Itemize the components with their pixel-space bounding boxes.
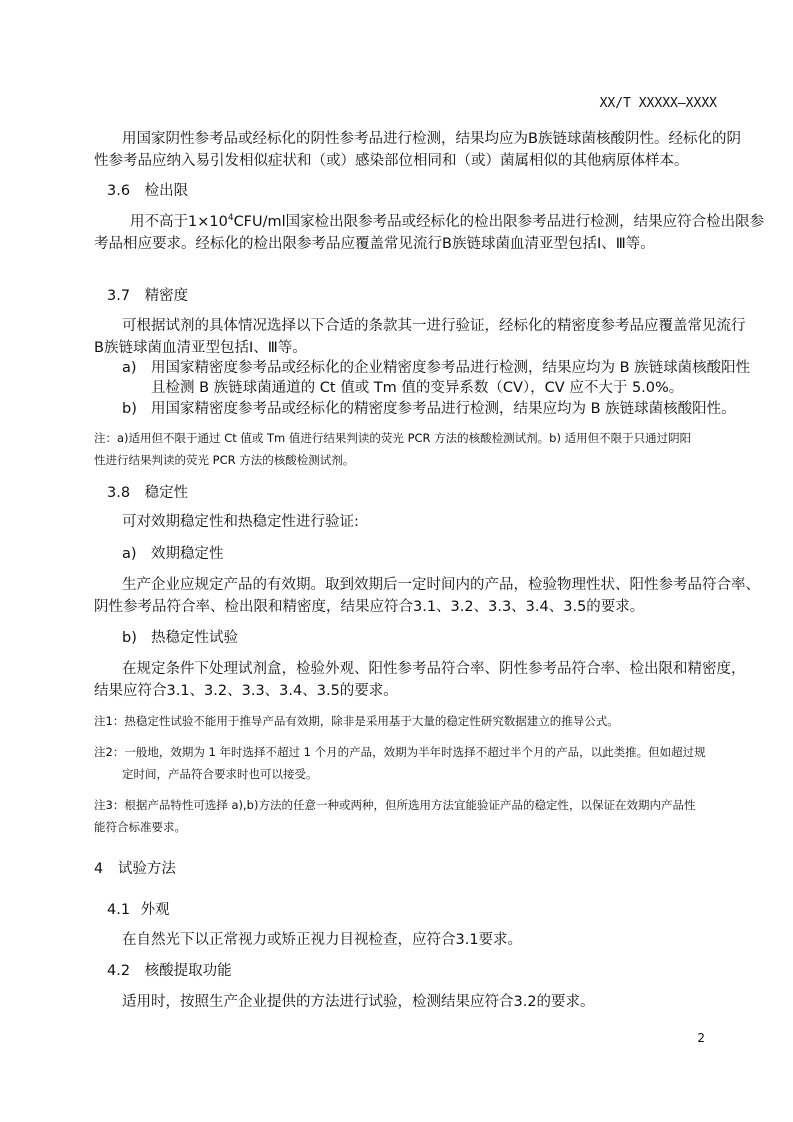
section-title: 精密度 <box>144 288 189 304</box>
paragraph-line: 生产企业应规定产品的有效期。取到效期后一定时间内的产品，检验物理性状、阳性参考品符合率、 <box>122 577 760 593</box>
section-heading-3-8 <box>107 482 188 504</box>
note-line: 注：a)适用但不限于通过 Ct 值或 Tm 值进行结果判读的荧光 PCR 方法的核酸检测试剂。b) 适用但不限于只通过阴阳 <box>94 431 692 445</box>
chapter-heading-4 <box>94 858 176 880</box>
section-number: 3.6 <box>107 183 131 199</box>
list-item-text: 且检测 B 族链球菌通道的 Ct 值或 Tm 值的变异系数（CV），CV 应不大于 5.0%。 <box>151 380 684 396</box>
paragraph-line: 在自然光下以正常视力或矫正视力目视检查，应符合3.1要求。 <box>122 932 523 948</box>
section-heading-4-1 <box>107 899 170 921</box>
document-code: XX/T XXXXX—XXXX <box>599 96 717 111</box>
list-label: a) <box>122 360 137 376</box>
section-number: 3.8 <box>107 485 131 501</box>
section-number: 3.7 <box>107 288 131 304</box>
superscript: 4 <box>227 213 234 224</box>
paragraph-line: 可对效期稳定性和热稳定性进行验证: <box>122 514 359 530</box>
paragraph-line: 可根据试剂的具体情况选择以下合适的条款其一进行验证，经标化的精密度参考品应覆盖常见流行 <box>122 318 746 334</box>
paragraph-line: 考品相应要求。经标化的检出限参考品应覆盖常见流行B族链球菌血清亚型包括Ⅰ、Ⅲ等。 <box>94 236 655 252</box>
text-run: 用不高于1×10 <box>130 214 228 230</box>
note-line: 注2：一般地，效期为 1 年时选择不超过 1 个月的产品，效期为半年时选择不超过半个月的产品，以此类推。但如超过规 <box>94 745 706 759</box>
section-title: 稳定性 <box>144 485 189 501</box>
section-title: 检出限 <box>144 183 189 199</box>
section-title: 试验方法 <box>117 861 176 877</box>
list-label: b) <box>122 401 137 417</box>
section-title: 外观 <box>140 902 170 918</box>
paragraph-line <box>130 211 764 233</box>
list-label: a) <box>122 546 137 562</box>
list-label: b) <box>122 630 137 646</box>
list-item-text: 用国家精密度参考品或经标化的企业精密度参考品进行检测，结果应均为 B 族链球菌核酸阳性 <box>151 360 751 376</box>
note-line: 注3：根据产品特性可选择 a),b)方法的任意一种或两种，但所选用方法宜能验证产品的稳定性，以保证在效期内产品性 <box>94 798 696 812</box>
note-line: 性进行结果判读的荧光 PCR 方法的核酸检测试剂。 <box>94 453 355 467</box>
text-run: CFU/ml国家检出限参考品或经标化的检出限参考品进行检测，结果应符合检出限参 <box>233 214 765 230</box>
note-line: 注1：热稳定性试验不能用于推导产品有效期，除非是采用基于大量的稳定性研究数据建立的推导公式。 <box>94 714 619 728</box>
section-heading-4-2 <box>107 960 232 982</box>
section-number: 4.1 <box>107 902 131 918</box>
section-heading-3-7 <box>107 285 188 307</box>
section-title: 核酸提取功能 <box>144 963 232 979</box>
page-number: 2 <box>697 1031 705 1045</box>
section-heading-3-6 <box>107 180 188 202</box>
paragraph-line: 用国家阴性参考品或经标化的阴性参考品进行检测，结果均应为B族链球菌核酸阴性。经标化的阴 <box>122 131 741 147</box>
note-line: 能符合标准要求。 <box>94 820 186 834</box>
note-line: 定时间，产品符合要求时也可以接受。 <box>122 767 318 781</box>
list-item-text: 用国家精密度参考品或经标化的精密度参考品进行检测，结果应均为 B 族链球菌核酸阳性。 <box>151 401 736 417</box>
list-item-title: 热稳定性试验 <box>151 630 238 646</box>
section-number: 4 <box>94 861 104 877</box>
paragraph-line: 适用时，按照生产企业提供的方法进行试验，检测结果应符合3.2的要求。 <box>122 994 595 1010</box>
paragraph-line: 阴性参考品符合率、检出限和精密度，结果应符合3.1、3.2、3.3、3.4、3.5的要求。 <box>94 599 645 615</box>
paragraph-line: 在规定条件下处理试剂盒，检验外观、阳性参考品符合率、阴性参考品符合率、检出限和精密度， <box>122 661 746 677</box>
paragraph-line: 结果应符合3.1、3.2、3.3、3.4、3.5的要求。 <box>94 683 398 699</box>
section-number: 4.2 <box>107 963 131 979</box>
list-item-title: 效期稳定性 <box>151 546 224 562</box>
paragraph-line: B族链球菌血清亚型包括Ⅰ、Ⅲ等。 <box>94 340 307 356</box>
paragraph-line: 性参考品应纳入易引发相似症状和（或）感染部位相同和（或）菌属相似的其他病原体样本。 <box>94 153 689 169</box>
